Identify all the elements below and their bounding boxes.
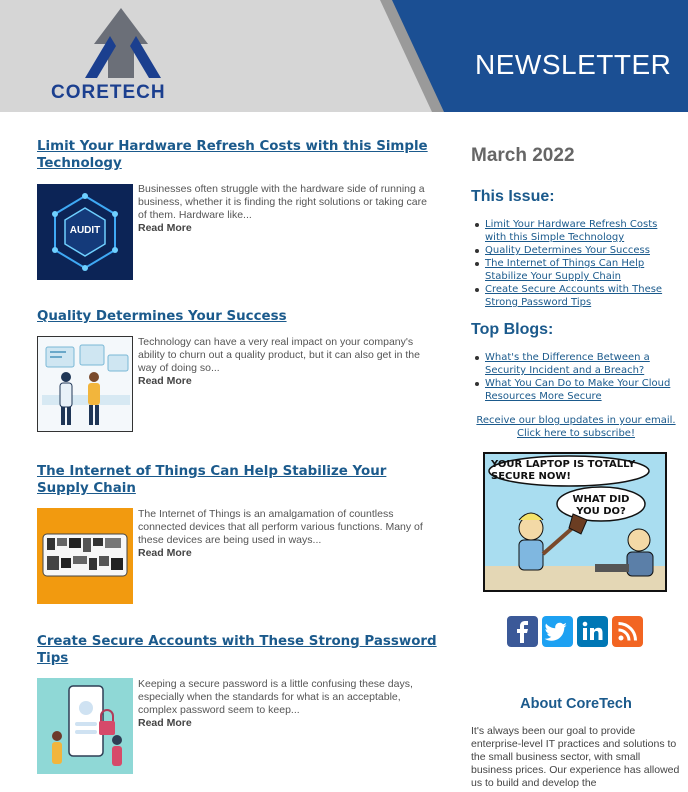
list-item	[485, 351, 680, 377]
article-summary	[138, 336, 438, 388]
read-more-link[interactable]: Read More	[138, 547, 192, 559]
blog-link[interactable]: What's the Difference Between a Security Incident and a Breach?	[485, 352, 650, 376]
issue-date: March 2022	[471, 145, 575, 166]
article-title-link[interactable]: Limit Your Hardware Refresh Costs with this Simple Technology	[37, 139, 428, 171]
top-blogs-heading: Top Blogs:	[471, 321, 554, 338]
article-title-link[interactable]: The Internet of Things Can Help Stabilize Your Supply Chain	[37, 464, 387, 496]
quality-illustration	[38, 337, 133, 432]
comic-bubble-1: YOUR LAPTOP IS TOTALLY SECURE NOW!	[491, 459, 636, 482]
audit-label: AUDIT	[69, 225, 101, 236]
article-summary	[138, 678, 438, 730]
rss-icon[interactable]	[612, 616, 643, 647]
password-thumbnail[interactable]	[37, 678, 133, 774]
facebook-icon[interactable]	[507, 616, 538, 647]
twitter-icon[interactable]	[542, 616, 573, 647]
this-issue-list	[485, 218, 680, 309]
logo-text: CORETECH	[51, 82, 166, 103]
article-summary-text: The Internet of Things is an amalgamation of countless connected devices that all perform various functions. Many of these devices are being used in ways...	[138, 508, 423, 546]
list-item	[485, 283, 680, 309]
about-heading: About CoreTech	[520, 696, 632, 712]
issue-link[interactable]: The Internet of Things Can Help Stabilize Your Supply Chain	[485, 258, 645, 282]
iot-illustration	[37, 508, 133, 604]
list-item	[485, 244, 680, 257]
list-item	[485, 377, 680, 403]
linkedin-icon[interactable]	[577, 616, 608, 647]
read-more-link[interactable]: Read More	[138, 222, 192, 234]
comic-strip[interactable]	[483, 452, 667, 592]
subscribe-box	[471, 414, 681, 440]
article-summary-text: Technology can have a very real impact on your company's ability to churn out a quality product, but it can also get in the way of doing so...	[138, 336, 420, 374]
subscribe-text-link[interactable]: Receive our blog updates in your email.	[476, 415, 676, 426]
newsletter-header	[0, 0, 688, 112]
social-links	[507, 616, 643, 647]
about-text: It's always been our goal to provide enterprise-level IT practices and solutions to the small business sector, with small business prices. Our experience has allowed us to build and develop the	[471, 725, 680, 789]
list-item	[485, 257, 680, 283]
newsletter-title: NEWSLETTER	[475, 49, 672, 80]
top-blogs-list	[485, 351, 680, 403]
issue-link[interactable]: Limit Your Hardware Refresh Costs with this Simple Technology	[485, 219, 658, 243]
blog-link[interactable]: What You Can Do to Make Your Cloud Resources More Secure	[485, 378, 671, 402]
list-item	[485, 218, 680, 244]
read-more-link[interactable]: Read More	[138, 375, 192, 387]
article-title-link[interactable]: Quality Determines Your Success	[37, 309, 287, 324]
quality-thumbnail[interactable]	[37, 336, 133, 432]
subscribe-link[interactable]: Click here to subscribe!	[517, 428, 635, 439]
password-illustration	[37, 678, 133, 774]
iot-thumbnail[interactable]	[37, 508, 133, 604]
article-summary-text: Keeping a secure password is a little confusing these days, especially when the standards for what is an acceptable, complex password seem to keep...	[138, 678, 413, 716]
article-password	[37, 633, 437, 667]
this-issue-heading: This Issue:	[471, 188, 555, 205]
article-summary	[138, 183, 438, 235]
issue-link[interactable]: Quality Determines Your Success	[485, 245, 650, 256]
article-quality	[37, 308, 437, 325]
audit-thumbnail[interactable]	[37, 184, 133, 280]
article-iot	[37, 463, 437, 497]
article-summary	[138, 508, 438, 560]
article-title-link[interactable]: Create Secure Accounts with These Strong Password Tips	[37, 634, 437, 666]
issue-link[interactable]: Create Secure Accounts with These Strong Password Tips	[485, 284, 663, 308]
comic-bubble-2: WHAT DID YOU DO?	[572, 494, 630, 517]
read-more-link[interactable]: Read More	[138, 717, 192, 729]
article-hardware	[37, 138, 437, 172]
article-summary-text: Businesses often struggle with the hardware side of running a business, whether it is finding the right solutions or taking care of them. Hardware like...	[138, 183, 427, 221]
